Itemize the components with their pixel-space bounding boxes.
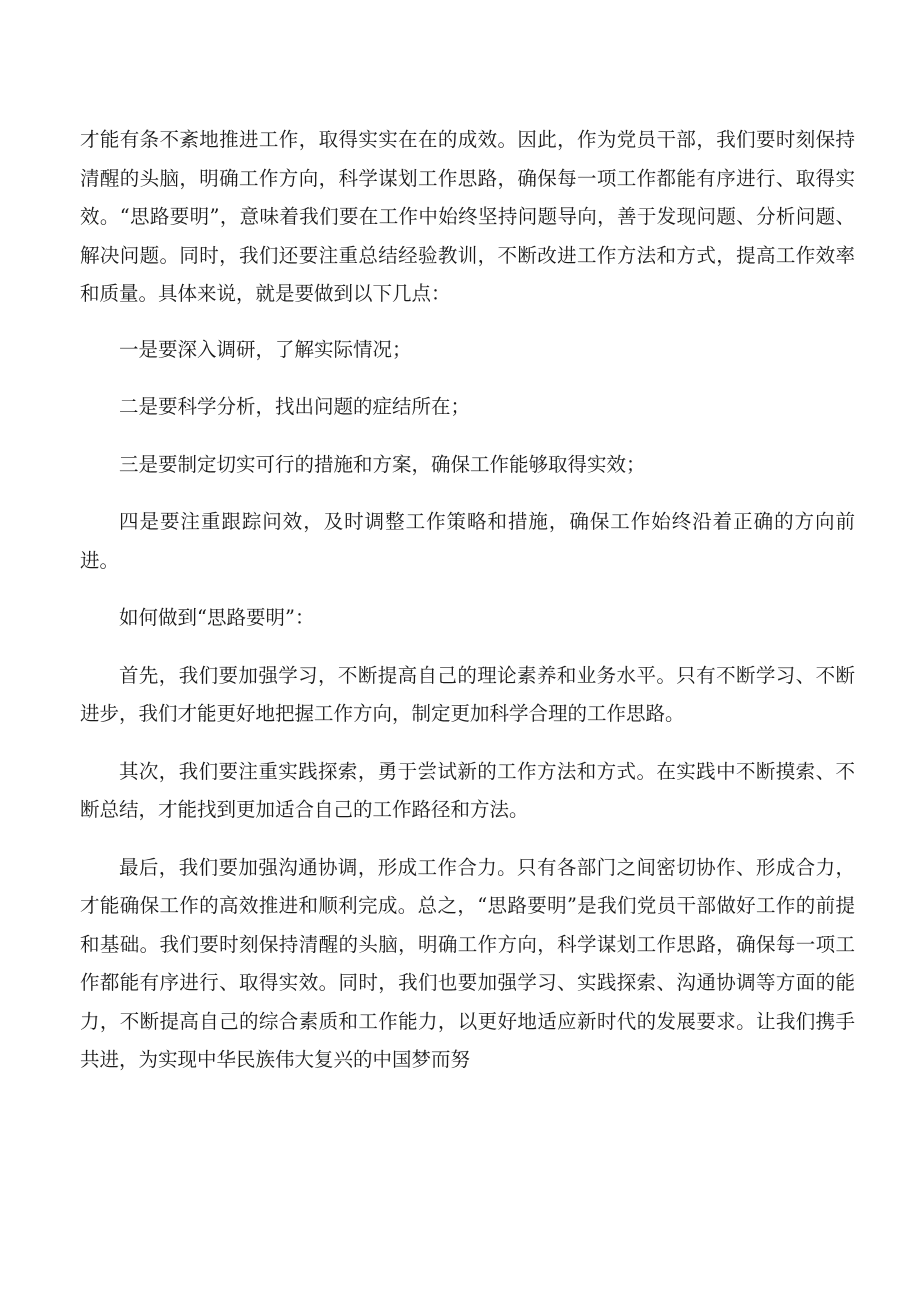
- paragraph-point-one: 一是要深入调研，了解实际情况；: [119, 337, 412, 361]
- paragraph-first: 首先，我们要加强学习，不断提高自己的理论素养和业务水平。只有不断学习、不断进步，我们才能更好地把握工作方向，制定更加科学合理的工作思路。: [80, 663, 855, 725]
- document-body: [80, 121, 855, 1080]
- paragraph-point-four: 四是要注重跟踪问效，及时调整工作策略和措施，确保工作始终沿着正确的方向前进。: [80, 510, 855, 572]
- paragraph-second: 其次，我们要注重实践探索，勇于尝试新的工作方法和方式。在实践中不断摸索、不断总结，才能找到更加适合自己的工作路径和方法。: [80, 759, 855, 821]
- paragraph-how-heading: 如何做到“思路要明”：: [119, 606, 315, 629]
- paragraph-point-three: 三是要制定切实可行的措施和方案，确保工作能够取得实效；: [119, 452, 646, 476]
- paragraph-intro: 才能有条不紊地推进工作，取得实实在在的成效。因此，作为党员干部，我们要时刻保持清醒的头脑，明确工作方向，科学谋划工作思路，确保每一项工作都能有序进行、取得实效。“思路要明”，意味着我们要在工作中始终坚持问题导向，善于发现问题、分析问题、解决问题。同时，我们还要注重总结经验教训，不断改进工作方法和方式，提高工作效率和质量。具体来说，就是要做到以下几点：: [80, 128, 855, 305]
- paragraph-point-two: 二是要科学分析，找出问题的症结所在；: [119, 395, 471, 418]
- paragraph-last: 最后，我们要加强沟通协调，形成工作合力。只有各部门之间密切协作、形成合力，才能确保工作的高效推进和顺利完成。总之，“思路要明”是我们党员干部做好工作的前提和基础。我们要时刻保持清醒的头脑，明确工作方向，科学谋划工作思路，确保每一项工作都能有序进行、取得实效。同时，我们也要加强学习、实践探索、沟通协调等方面的能力，不断提高自己的综合素质和工作能力，以更好地适应新时代的发展要求。让我们携手共进，为实现中华民族伟大复兴的中国梦而努: [80, 855, 855, 1071]
